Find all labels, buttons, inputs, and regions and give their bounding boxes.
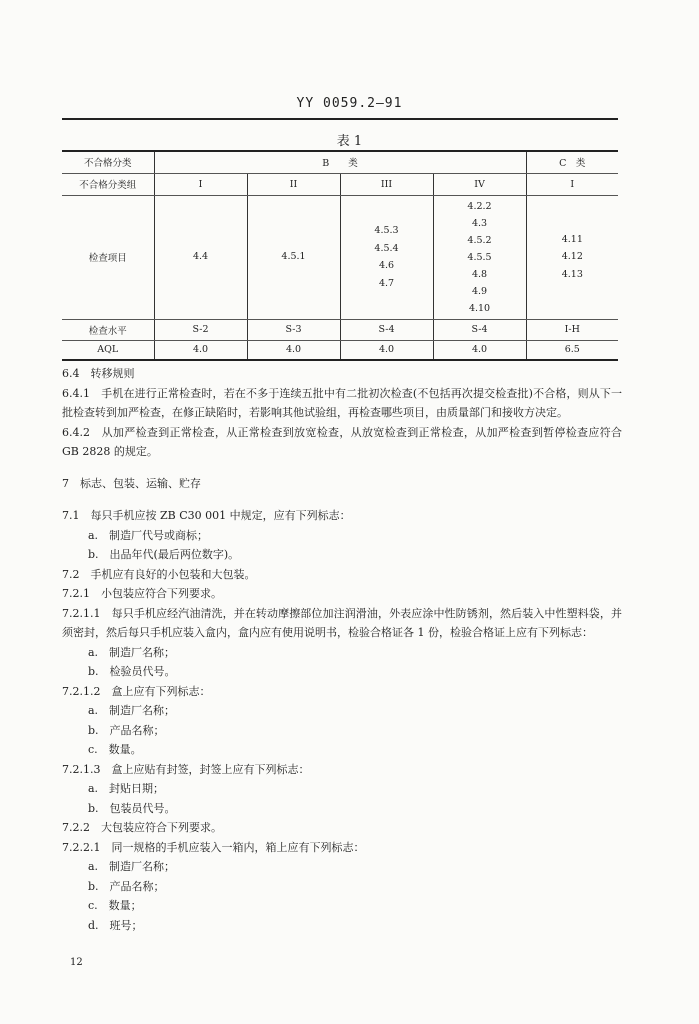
list-item: c. 数量。 (88, 743, 142, 756)
clause-7-2: 7.2 手机应有良好的小包装和大包装。 (62, 567, 256, 581)
item-code: 4.12 (561, 251, 583, 263)
clause-7-2-1: 7.2.1 小包装应符合下列要求。 (62, 587, 222, 600)
items-cell-b3 (340, 195, 433, 319)
level-cell: S-3 (247, 319, 340, 340)
items-cell-c1 (526, 195, 618, 319)
level-cell: I-H (526, 319, 618, 340)
aql-cell: 4.0 (340, 340, 433, 360)
list-item: a. 封贴日期； (88, 782, 165, 795)
aql-cell: 4.0 (433, 340, 526, 360)
clause-7-2-2-1: 7.2.2.1 同一规格的手机应装入一箱内，箱上应有下列标志： (62, 840, 365, 854)
clause-6-4-1: 6.4.1 手机在进行正常检查时，若在不多于连续五批中有二批初次检查(不包括再次提交检查批)不合格，则从下一批检查转到加严检查，在修正缺陷时，若影响其他试验组，再检查哪些项目，由质量部门和接收方决定。 (62, 386, 622, 419)
items-cell-b4 (433, 195, 526, 319)
group-cell: III (340, 173, 433, 195)
table-row-category (62, 151, 618, 173)
aql-cell: 4.0 (247, 340, 340, 360)
group-cell: IV (433, 173, 526, 195)
inspection-table (62, 150, 618, 361)
row-label-level: 检查水平 (62, 319, 154, 340)
row-label-aql: AQL (62, 340, 154, 360)
clause-7-2-1-3: 7.2.1.3 盒上应贴有封签，封签上应有下列标志： (62, 762, 310, 776)
list-item: b. 产品名称； (88, 723, 165, 737)
group-cell: I (154, 173, 247, 195)
item-code: 4.4 (192, 251, 209, 263)
item-code: 4.8 (471, 268, 488, 280)
row-label-items: 检查项目 (62, 195, 154, 319)
level-cell: S-2 (154, 319, 247, 340)
header-rule (62, 118, 618, 120)
list-item: b. 产品名称； (88, 879, 165, 893)
heading-6-4: 6.4 转移规则 (62, 367, 135, 380)
group-cell: II (247, 173, 340, 195)
level-cell: S-4 (433, 319, 526, 340)
table-row-aql (62, 340, 618, 360)
row-label-category: 不合格分类 (62, 151, 154, 173)
items-cell-b1 (154, 195, 247, 319)
aql-cell: 4.0 (154, 340, 247, 360)
item-code: 4.3 (471, 217, 488, 229)
item-code: 4.10 (468, 302, 491, 314)
aql-cell: 6.5 (526, 340, 618, 360)
item-code: 4.5.5 (467, 251, 492, 263)
group-cell: I (526, 173, 618, 195)
heading-7: 7 标志、包装、运输、贮存 (62, 476, 201, 490)
list-item: a. 制造厂名称； (88, 645, 176, 659)
clause-7-2-1-2: 7.2.1.2 盒上应有下列标志： (62, 684, 211, 698)
list-item: b. 包装员代号。 (88, 801, 176, 815)
clause-7-2-1-1: 7.2.1.1 每只手机应经汽油清洗，并在转动摩擦部位加注润滑油，外表应涂中性防锈剂，然后装入中性塑料袋，并须密封，然后每只手机应装入盒内，盒内应有使用说明书，检验合格证各 1 份，检验合格证上应有下列标志： (62, 606, 622, 639)
list-item: a. 制造厂名称； (88, 704, 176, 717)
clause-7-1: 7.1 每只手机应按 ZB C30 001 中规定，应有下列标志： (62, 509, 351, 522)
table-row-items (62, 195, 618, 319)
page-number: 12 (70, 957, 83, 968)
item-code: 4.11 (561, 233, 583, 245)
clause-7-2-2: 7.2.2 大包装应符合下列要求。 (62, 821, 222, 834)
document-body (62, 364, 622, 935)
standard-number-header: YY 0059.2—91 (296, 96, 403, 111)
list-item: d. 班号； (88, 918, 143, 932)
item-code: 4.7 (378, 277, 395, 289)
list-item: a. 制造厂名称； (88, 860, 176, 873)
table-row-level (62, 319, 618, 340)
list-item: c. 数量； (88, 899, 142, 912)
item-code: 4.6 (378, 260, 395, 271)
list-item: b. 出品年代(最后两位数字)。 (88, 548, 240, 561)
list-item: b. 检验员代号。 (88, 665, 176, 678)
item-code: 4.13 (561, 268, 583, 280)
row-label-group: 不合格分类组 (62, 173, 154, 195)
table-title: 表 1 (336, 134, 363, 149)
items-cell-b2 (247, 195, 340, 319)
item-code: 4.5.3 (374, 225, 399, 236)
item-code: 4.5.4 (374, 242, 399, 254)
item-code: 4.9 (471, 285, 488, 297)
level-cell: S-4 (340, 319, 433, 340)
list-item: a. 制造厂代号或商标； (88, 528, 209, 542)
item-code: 4.5.1 (281, 251, 306, 263)
item-code: 4.2.2 (467, 200, 492, 212)
item-code: 4.5.2 (467, 234, 492, 246)
category-b-cell: B 类 (154, 151, 526, 173)
clause-6-4-2: 6.4.2 从加严检查到正常检查，从正常检查到放宽检查，从放宽检查到正常检查，从加严检查到暂停检查应符合 GB 2828 的规定。 (62, 425, 622, 458)
category-c-cell: C 类 (526, 151, 618, 173)
table-row-group (62, 173, 618, 195)
